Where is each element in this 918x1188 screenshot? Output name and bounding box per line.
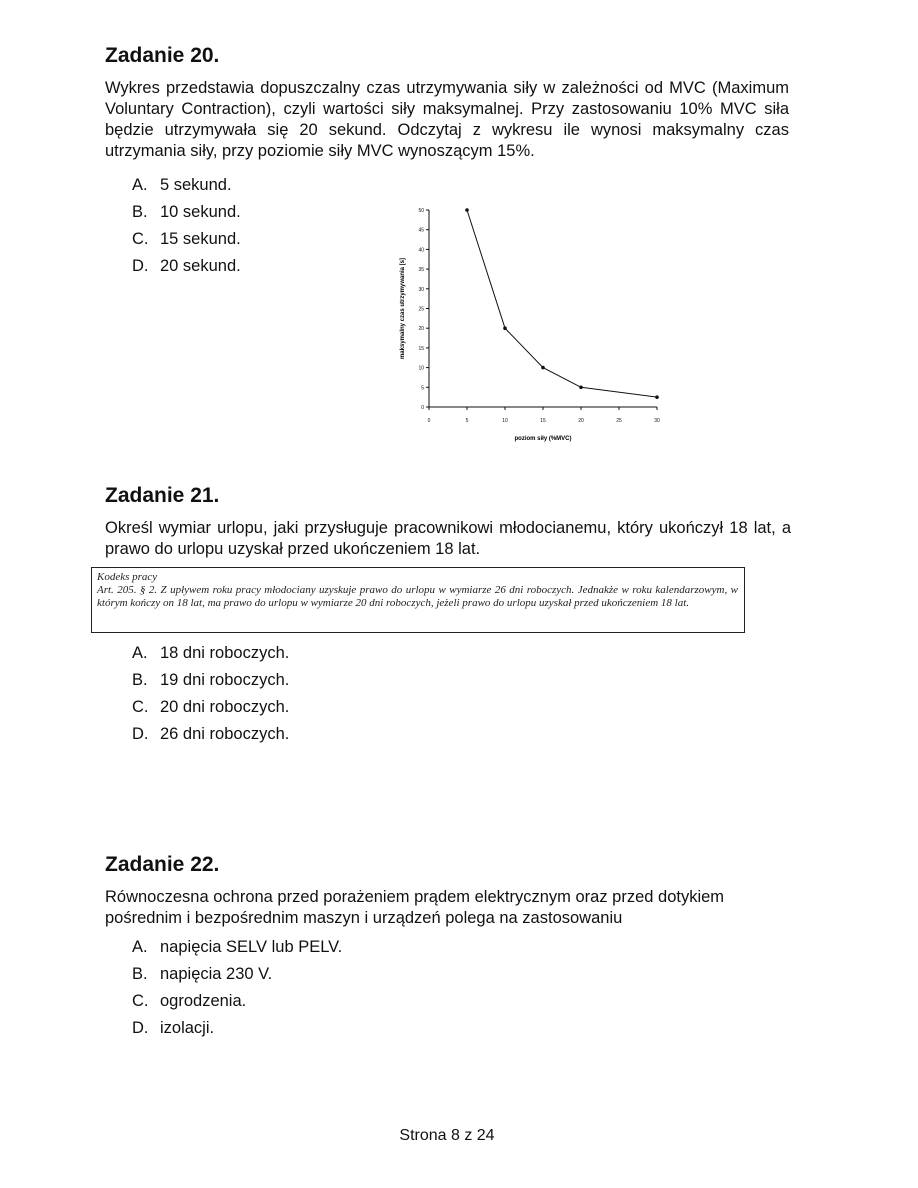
task-22-body: Równoczesna ochrona przed porażeniem prądem elektrycznym oraz przed dotykiem pośrednim i bezpośrednim maszyn i urządzeń polega na zastosowaniu	[105, 888, 725, 927]
chart-x-tick-label: 30	[654, 418, 660, 424]
task-20-option-a[interactable]: A. 5 sekund.	[132, 176, 232, 194]
chart-y-tick-label: 25	[418, 306, 424, 313]
chart-x-tick-label: 25	[616, 418, 622, 424]
task-20-title: Zadanie 20.	[105, 44, 220, 67]
chart-x-tick-label: 5	[465, 418, 469, 424]
chart-data-point	[579, 386, 583, 390]
task-22-options	[132, 934, 342, 1042]
task-21-option-d[interactable]: D. 26 dni roboczych.	[132, 725, 290, 743]
chart-series-line	[467, 210, 657, 397]
chart-data-point	[503, 326, 507, 330]
task-21-options	[132, 640, 289, 748]
law-excerpt-box	[91, 567, 745, 633]
chart-axes	[429, 210, 657, 407]
task-20-option-b[interactable]: B. 10 sekund.	[132, 203, 241, 221]
chart-data-point	[541, 366, 545, 370]
task-22-option-a[interactable]: A. napięcia SELV lub PELV.	[132, 938, 343, 956]
chart-x-tick-label: 20	[578, 418, 584, 424]
chart-y-tick-label: 40	[418, 247, 424, 254]
chart-x-tick-label: 0	[427, 418, 431, 424]
task-20-option-c[interactable]: C. 15 sekund.	[132, 230, 241, 248]
chart-y-tick-label: 15	[418, 345, 424, 352]
chart-y-tick-label: 10	[418, 365, 424, 372]
law-excerpt-text: Art. 205. § 2. Z upływem roku pracy młodociany uzyskuje prawo do urlopu w wymiarze 26 dni roboczych. Jednakże w roku kalendarzowym, w którym kończy on 18 lat, ma prawo do urlopu w wymiarze 20 dni roboczych, jeżeli prawo do urlopu uzyskał przed ukończeniem 18 lat.	[97, 584, 738, 609]
mvc-chart	[380, 200, 680, 450]
chart-y-axis-label: maksymalny czas utrzymywania [s]	[400, 257, 406, 360]
chart-y-tick-label: 35	[418, 267, 424, 274]
task-21-option-a[interactable]: A. 18 dni roboczych.	[132, 644, 290, 662]
task-21-option-b[interactable]: B. 19 dni roboczych.	[132, 671, 290, 689]
task-21-title: Zadanie 21.	[105, 484, 220, 507]
task-20-body: Wykres przedstawia dopuszczalny czas utrzymywania siły w zależności od MVC (Maximum Voluntary Contraction), czyli wartości siły maksymalnej. Przy zastosowaniu 10% MVC siła będzie utrzymywała się 20 sekund. Odczytaj z wykresu ile wynosi maksymalny czas utrzymania siły, przy poziomie siły MVC wynoszącym 15%.	[105, 79, 789, 160]
chart-data-point	[655, 395, 659, 399]
chart-x-tick-label: 15	[540, 418, 546, 424]
task-21-option-c[interactable]: C. 20 dni roboczych.	[132, 698, 290, 716]
chart-y-tick-label: 50	[418, 208, 424, 214]
page-number: Strona 8 z 24	[399, 1127, 495, 1144]
chart-y-tick-label: 30	[418, 286, 424, 293]
task-21-body: Określ wymiar urlopu, jaki przysługuje pracownikowi młodocianemu, który ukończył 18 lat, a prawo do urlopu uzyskał przed ukończeniem 18 lat.	[105, 519, 791, 558]
chart-series	[465, 208, 659, 399]
chart-y-tick-label: 20	[418, 326, 424, 333]
chart-ticks	[418, 208, 660, 424]
chart-x-axis-label: poziom siły (%MVC)	[514, 436, 572, 442]
task-22-option-c[interactable]: C. ogrodzenia.	[132, 992, 247, 1010]
chart-data-point	[465, 208, 469, 212]
task-22-option-b[interactable]: B. napięcia 230 V.	[132, 965, 273, 983]
chart-y-tick-label: 45	[418, 227, 424, 234]
task-22-option-d[interactable]: D. izolacji.	[132, 1019, 215, 1037]
chart-y-tick-label: 0	[421, 405, 424, 411]
task-20-options	[132, 172, 241, 280]
task-22-title: Zadanie 22.	[105, 853, 220, 876]
chart-y-tick-label: 5	[421, 385, 424, 392]
chart-x-tick-label: 10	[502, 418, 508, 424]
task-20-option-d[interactable]: D. 20 sekund.	[132, 257, 241, 275]
law-excerpt-heading: Kodeks pracy	[97, 571, 158, 583]
